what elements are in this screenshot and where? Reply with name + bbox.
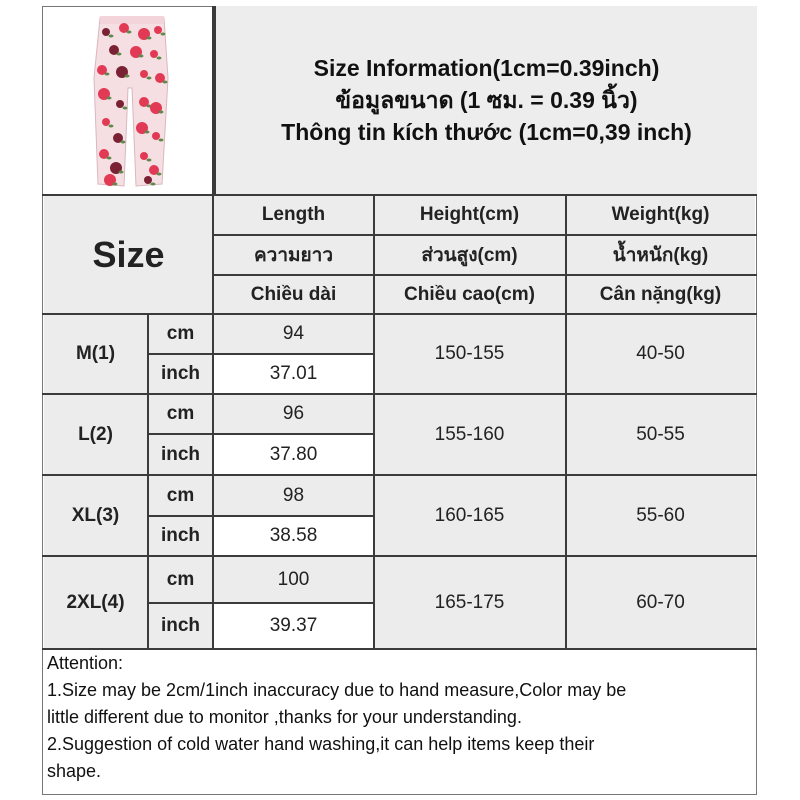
notes-line: little different due to monitor ,thanks for your understanding. [47,707,522,727]
table-divider [42,393,757,395]
length-cm-value: 96 [214,395,373,433]
size-information-title [214,6,757,194]
size-header: Size [44,196,213,313]
header-weight-vi: Cân nặng(kg) [566,276,755,313]
title-thai: ข้อมูลขนาด (1 ซม. = 0.39 นิ้ว) [335,87,638,113]
table-divider [147,353,374,355]
unit-cm-label: cm [149,476,212,515]
header-weight-th: น้ำหนัก(kg) [566,236,755,274]
size-label-m: M(1) [44,315,147,393]
unit-cm-label: cm [149,557,212,602]
length-inch-value: 37.01 [214,355,373,393]
height-range: 150-155 [374,315,565,393]
unit-inch-label: inch [149,517,212,555]
floral-pajama-pants-image [44,8,212,192]
header-height-en: Height(cm) [374,196,565,234]
table-divider [212,6,214,648]
length-inch-value: 37.80 [214,435,373,474]
header-length-en: Length [214,196,373,234]
notes-heading: Attention: [47,653,124,673]
weight-range: 40-50 [566,315,755,393]
unit-inch-label: inch [149,355,212,393]
table-divider [42,474,757,476]
attention-notes [44,650,754,790]
length-cm-value: 100 [214,557,373,602]
size-label-2xl: 2XL(4) [44,557,147,648]
height-range: 155-160 [374,395,565,474]
notes-line: 1.Size may be 2cm/1inch inaccuracy due to hand measure,Color may be [47,680,627,700]
weight-range: 60-70 [566,557,755,648]
table-divider [147,433,374,435]
title-vietnamese: Thông tin kích thước (1cm=0,39 inch) [281,119,692,145]
notes-line: 2.Suggestion of cold water hand washing,it can help items keep their [47,734,595,754]
height-range: 160-165 [374,476,565,555]
table-divider [42,313,757,315]
unit-cm-label: cm [149,315,212,353]
header-height-th: ส่วนสูง(cm) [374,236,565,274]
table-divider [147,602,374,604]
header-length-th: ความยาว [214,236,373,274]
unit-inch-label: inch [149,604,212,648]
table-divider [373,194,375,648]
table-divider [147,515,374,517]
size-label-xl: XL(3) [44,476,147,555]
weight-range: 55-60 [566,476,755,555]
product-photo [44,8,212,192]
table-divider [147,313,149,648]
notes-line: shape. [47,761,102,781]
header-length-vi: Chiều dài [214,276,373,313]
header-weight-en: Weight(kg) [566,196,755,234]
title-english: Size Information(1cm=0.39inch) [313,55,660,81]
size-label-l: L(2) [44,395,147,474]
length-inch-value: 38.58 [214,517,373,555]
unit-inch-label: inch [149,435,212,474]
unit-cm-label: cm [149,395,212,433]
table-divider [212,274,757,276]
table-divider [42,555,757,557]
height-range: 165-175 [374,557,565,648]
length-cm-value: 94 [214,315,373,353]
weight-range: 50-55 [566,395,755,474]
length-cm-value: 98 [214,476,373,515]
header-height-vi: Chiều cao(cm) [374,276,565,313]
table-divider [42,194,757,196]
length-inch-value: 39.37 [214,604,373,648]
table-divider [212,234,757,236]
table-divider [565,194,567,648]
